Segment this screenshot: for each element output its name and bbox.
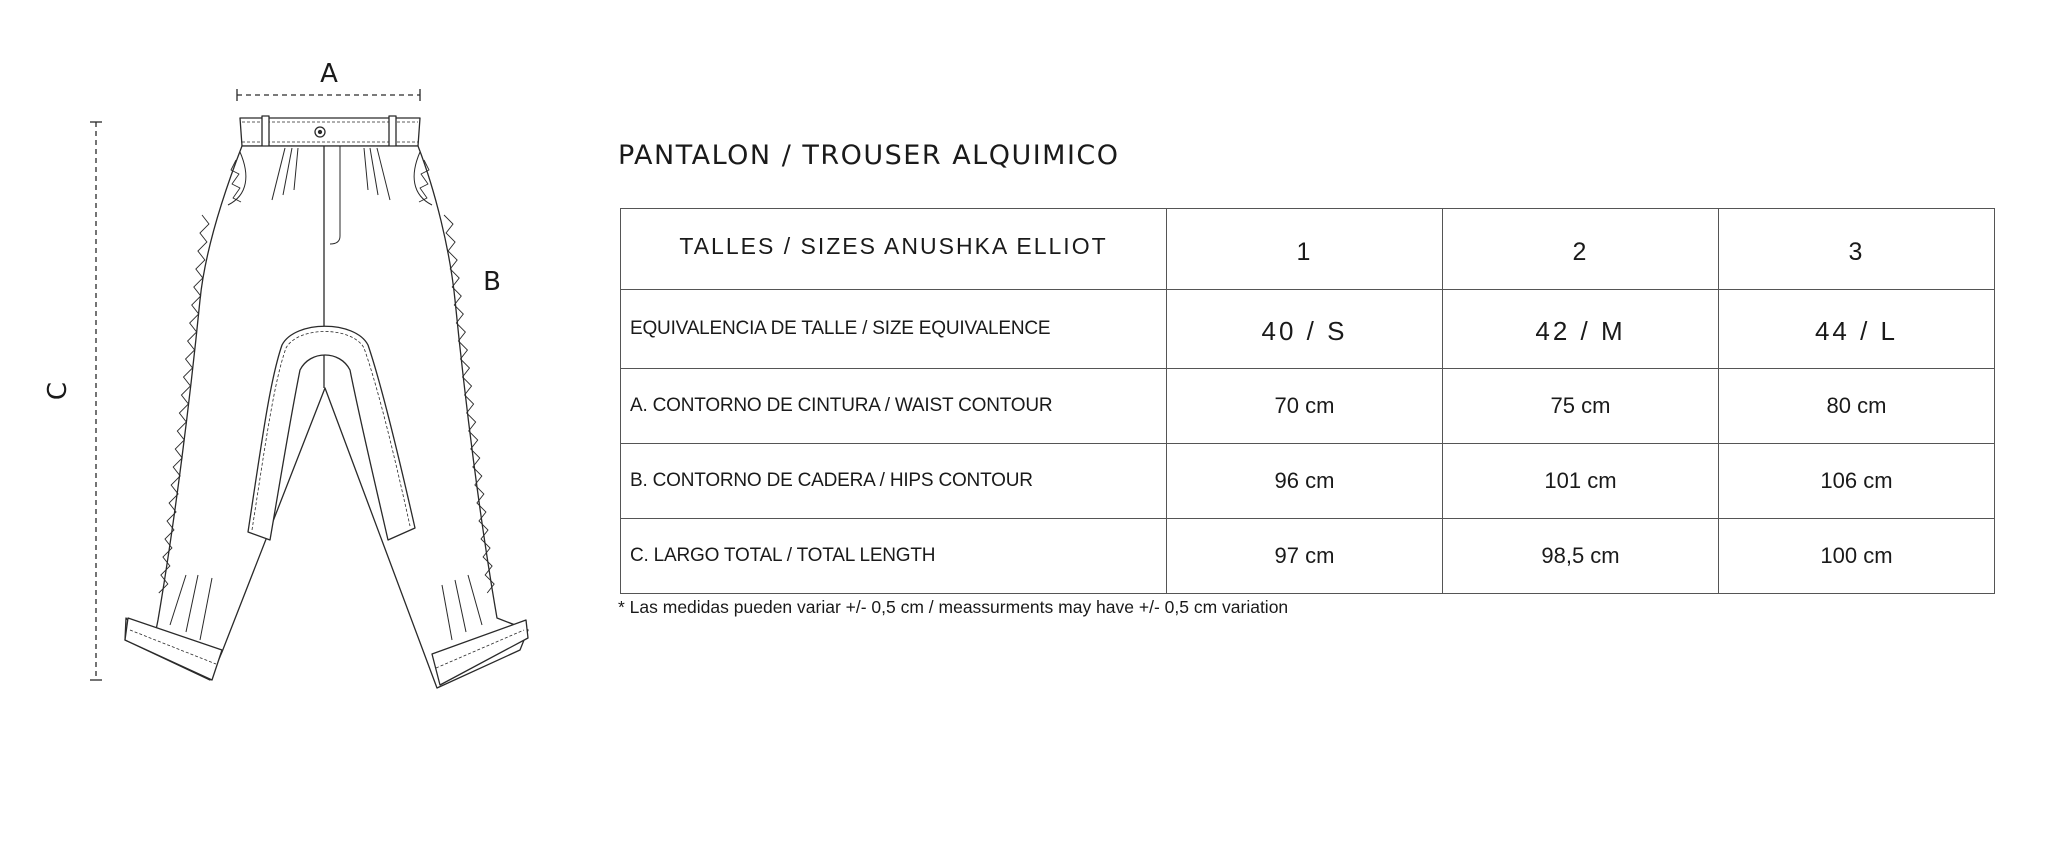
row-label: C. LARGO TOTAL / TOTAL LENGTH <box>621 519 1167 594</box>
cell-value: 40 / S <box>1167 290 1443 369</box>
measure-label-b: B <box>483 267 501 297</box>
cell-value: 70 cm <box>1167 369 1443 444</box>
table-row-total-length <box>621 519 1995 594</box>
cell-value: 98,5 cm <box>1443 519 1719 594</box>
trouser-outline <box>125 146 528 688</box>
cell-value: 100 cm <box>1719 519 1995 594</box>
page-title: PANTALON / TROUSER ALQUIMICO <box>618 140 1120 171</box>
cell-value: 96 cm <box>1167 444 1443 519</box>
table-row-waist-contour <box>621 369 1995 444</box>
row-label: A. CONTORNO DE CINTURA / WAIST CONTOUR <box>621 369 1167 444</box>
cell-value: 80 cm <box>1719 369 1995 444</box>
waist-measure-guide <box>237 89 420 101</box>
size-chart-table <box>620 208 1995 594</box>
measurement-variation-note: * Las medidas pueden variar +/- 0,5 cm / meassurments may have +/- 0,5 cm variation <box>618 597 1289 617</box>
size-header-1: 1 <box>1167 209 1443 290</box>
cell-value: 97 cm <box>1167 519 1443 594</box>
size-header-2: 2 <box>1443 209 1719 290</box>
cell-value: 106 cm <box>1719 444 1995 519</box>
table-row-size-equivalence <box>621 290 1995 369</box>
row-label: B. CONTORNO DE CADERA / HIPS CONTOUR <box>621 444 1167 519</box>
table-header-row <box>621 209 1995 290</box>
size-header-label: TALLES / SIZES ANUSHKA ELLIOT <box>621 209 1167 290</box>
size-header-3: 3 <box>1719 209 1995 290</box>
cell-value: 101 cm <box>1443 444 1719 519</box>
cell-value: 44 / L <box>1719 290 1995 369</box>
cell-value: 42 / M <box>1443 290 1719 369</box>
measure-label-c: C <box>43 381 73 401</box>
row-label: EQUIVALENCIA DE TALLE / SIZE EQUIVALENCE <box>621 290 1167 369</box>
trouser-technical-drawing <box>0 0 600 843</box>
cell-value: 75 cm <box>1443 369 1719 444</box>
table-row-hips-contour <box>621 444 1995 519</box>
length-measure-guide <box>90 122 102 680</box>
measure-label-a: A <box>320 59 338 89</box>
